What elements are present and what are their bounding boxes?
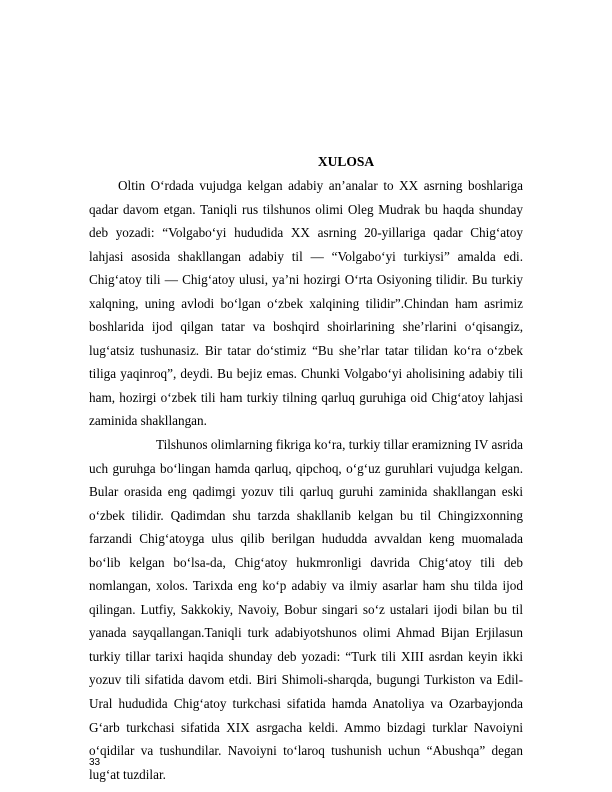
page-title: XULOSA [317, 154, 375, 169]
page-number: 33 [89, 757, 101, 768]
body-text [89, 174, 523, 786]
paragraph: Tilshunos olimlarning fikriga ko‘ra, turkiy tillar eramizning IV asrida uch guruhga bo‘lingan hamda qarluq, qipchoq, o‘g‘uz guruhlari vujudga kelgan. Bular orasida eng qadimgi yozuv tili qarluq guruhi zaminida shakllangan eski o‘zbek tilidir. Qadimdan shu tarzda shakllanib kelgan bu til Chingizxonning farzandi Chig‘atoyga ulus qilib berilgan hududda avvaldan keng muomalada bo‘lib kelgan bo‘lsa-da, Chig‘atoy hukmronligi davrida Chig‘atoy tili deb nomlangan, xolos. Tarixda eng ko‘p adabiy va ilmiy asarlar ham shu tilda ijod qilingan. Lutfiy, Sakkokiy, Navoiy, Bobur singari so‘z ustalari ijodi bilan bu til yanada sayqallangan.Taniqli turk adabiyotshunos olimi Ahmad Bijan Erjilasun turkiy tillar tarixi haqida shunday deb yozadi: “Turk tili XIII asrdan keyin ikki yozuv tili sifatida davom etdi. Biri Shimoli-sharqda, bugungi Turkiston va Edil-Ural hududida Chig‘atoy turkchasi sifatida hamda Anatoliya va Ozarbayjonda G‘arb turkchasi sifatida XIX asrgacha keldi. Ammo bizdagi turklar Navoiyni o‘qidilar va tushundilar. Navoiyni to‘laroq tushunish uchun “Abushqa” degan lug‘at tuzdilar. [89, 437, 523, 782]
paragraph: Oltin O‘rdada vujudga kelgan adabiy an’analar to XX asrning boshlariga qadar davom etgan. Taniqli rus tilshunos olimi Oleg Mudrak bu haqda shunday deb yozadi: “Volgabo‘yi hududida XX asrning 20-yillariga qadar Chig‘atoy lahjasi asosida shakllangan adabiy til — “Volgabo‘yi turkiysi” amalda edi. Chig‘atoy tili — Chig‘atoy ulusi, ya’ni hozirgi O‘rta Osiyoning tilidir. Bu turkiy xalqning, uning avlodi bo‘lgan o‘zbek xalqining tilidir”.Chindan ham asrimiz boshlarida ijod qilgan tatar va boshqird shoirlarining she’rlarini o‘qisangiz, lug‘atsiz tushunasiz. Bir tatar do‘stimiz “Bu she’rlar tatar tilidan ko‘ra o‘zbek tiliga yaqinroq”, deydi. Bu bejiz emas. Chunki Volgabo‘yi aholisining adabiy tili ham, hozirgi o‘zbek tili ham turkiy tilning qarluq guruhiga oid Chig‘atoy lahjasi zaminida shakllangan. [89, 178, 523, 429]
